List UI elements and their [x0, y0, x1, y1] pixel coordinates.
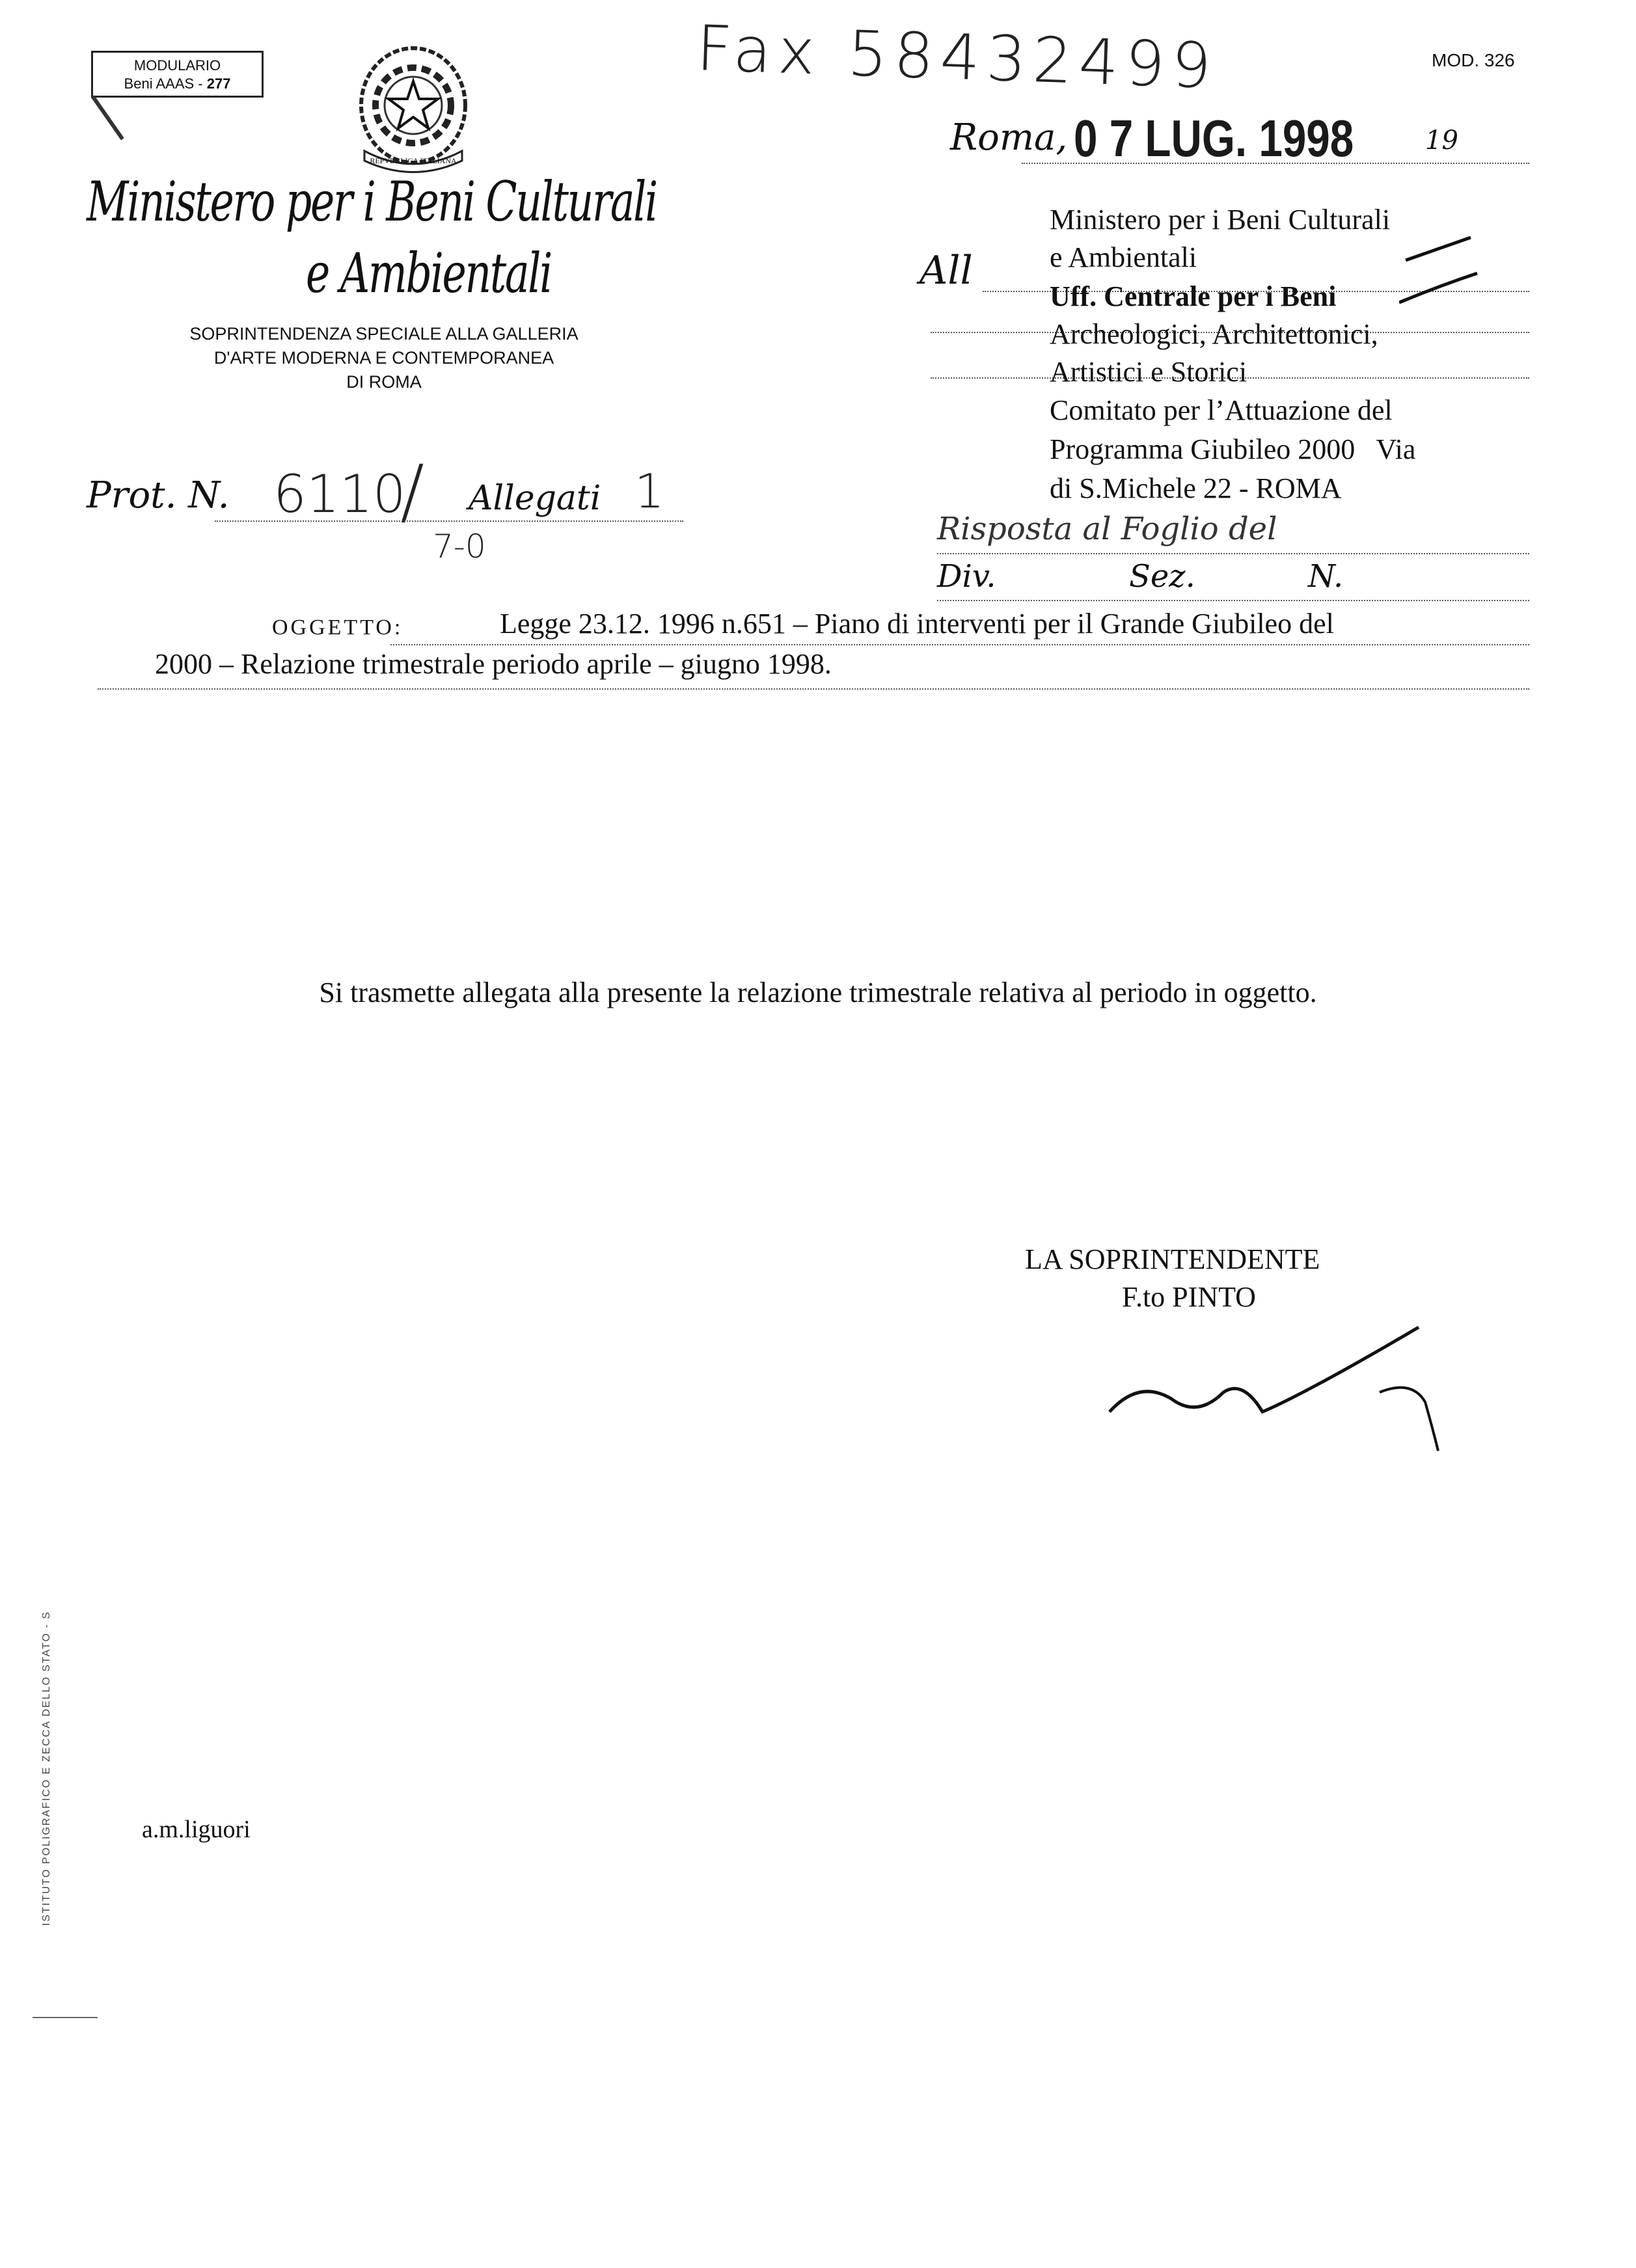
recipient-line: Ministero per i Beni Culturali — [1050, 204, 1391, 236]
printer-mark: ISTITUTO POLIGRAFICO E ZECCA DELLO STATO - S — [41, 1610, 52, 1926]
year-prefix: 19 — [1425, 126, 1458, 155]
recipient-line: e Ambientali — [1050, 241, 1197, 273]
prot-number: 6110 — [273, 464, 406, 524]
allegati-value: 1 — [634, 464, 664, 519]
reply-label: Risposta al Foglio del — [937, 511, 1277, 547]
n-label: N. — [1308, 558, 1344, 595]
box-tab-mark — [91, 96, 124, 141]
signatory-name: F.to PINTO — [1122, 1281, 1256, 1313]
dotted-line — [937, 553, 1529, 554]
prot-sub: 7-0 — [433, 528, 486, 565]
sez-label: Sez. — [1129, 558, 1195, 595]
italian-republic-emblem — [351, 44, 475, 177]
recipient-line: di S.Michele 22 - ROMA — [1050, 472, 1342, 504]
recipient-line: Uff. Centrale per i Beni — [1050, 280, 1337, 312]
handwritten-signature — [1100, 1321, 1464, 1464]
prot-slash: / — [400, 450, 425, 533]
dotted-line — [390, 644, 1529, 645]
date-stamp: 0 7 LUG. 1998 — [1074, 109, 1354, 167]
allegati-label: Allegati — [469, 479, 601, 518]
place-label: Roma, — [950, 116, 1068, 159]
modulario-number: 277 — [206, 75, 231, 92]
author-initials: a.m.liguori — [142, 1816, 251, 1843]
ministry-name-line2: e Ambientali — [306, 241, 552, 305]
date-dotted-line — [1022, 163, 1529, 164]
handwritten-fax-number: Fax 58432499 — [695, 12, 1219, 103]
recipient-line: Comitato per l’Attuazione del — [1050, 394, 1393, 426]
modulario-code-text: Beni AAAS - — [124, 75, 207, 92]
modulario-box — [91, 51, 264, 98]
recipient-label: All — [920, 248, 973, 293]
div-label: Div. — [937, 558, 996, 595]
body-text: Si trasmette allegata alla presente la relazione trimestrale relativa al periodo in oggetto. — [319, 977, 1317, 1008]
office-line: D'ARTE MODERNA E CONTEMPORANEA — [213, 348, 554, 368]
modulario-code — [93, 75, 262, 93]
office-name — [189, 322, 579, 394]
subject-line1: Legge 23.12. 1996 n.651 – Piano di interventi per il Grande Giubileo del — [500, 608, 1334, 640]
pen-strike-marks — [1399, 234, 1529, 312]
office-line: DI ROMA — [346, 372, 422, 392]
office-line: SOPRINTENDENZA SPECIALE ALLA GALLERIA — [189, 324, 579, 344]
dotted-line — [215, 520, 683, 522]
subject-label: OGGETTO: — [272, 615, 403, 640]
prot-label: Prot. N. — [87, 474, 230, 517]
recipient-line: Artistici e Storici — [1050, 356, 1247, 388]
margin-rule — [33, 2017, 98, 2018]
subject-line2: 2000 – Relazione trimestrale periodo aprile – giugno 1998. — [155, 648, 832, 680]
ministry-name: Ministero per i Beni Culturali — [87, 170, 657, 234]
recipient-line: Programma Giubileo 2000 Via — [1050, 433, 1416, 465]
dotted-line — [937, 600, 1529, 601]
modulario-label: MODULARIO — [133, 57, 221, 74]
emblem-motto: REPVBBLICA ITALIANA — [370, 156, 457, 165]
mod-number: MOD. 326 — [1432, 50, 1515, 70]
recipient-line: Archeologici, Architettonici, — [1050, 318, 1378, 350]
signatory-title: LA SOPRINTENDENTE — [1025, 1243, 1320, 1275]
dotted-line — [98, 688, 1529, 690]
